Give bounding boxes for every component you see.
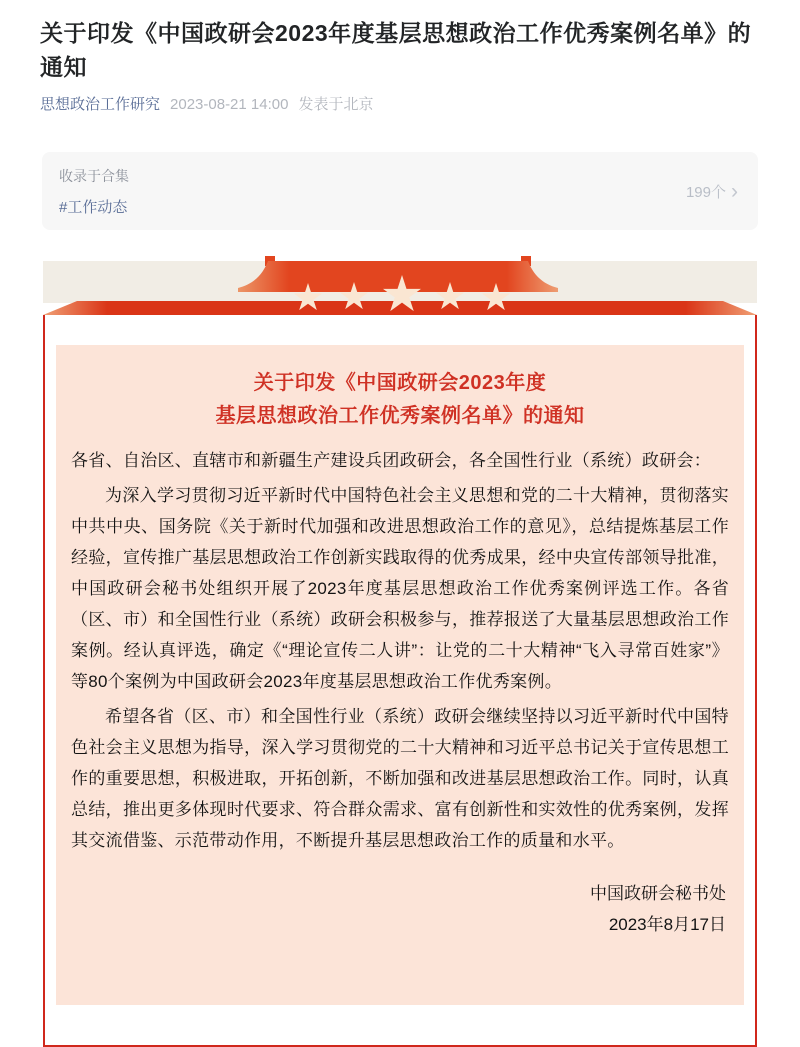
poster-header-graphic <box>43 256 757 315</box>
collection-card[interactable] <box>42 152 758 230</box>
notice-salutation: 各省、自治区、直辖市和新疆生产建设兵团政研会，各全国性行业（系统）政研会： <box>71 451 712 470</box>
notice-paragraph-2: 希望各省（区、市）和全国性行业（系统）政研会继续坚持以习近平新时代中国特色社会主义思想为指导，深入学习贯彻党的二十大精神和习近平总书记关于宣传思想工作的重要思想，积极进取，开拓创新，不断加强和改进基层思想政治工作。同时，认真总结，推出更多体现时代要求、符合群众需求、富有创新性和实效性的优秀案例，发挥其交流借鉴、示范带动作用，不断提升基层思想政治工作的质量和水平。 <box>71 707 729 850</box>
notice-pink-panel <box>56 345 744 1005</box>
article-title: 关于印发《中国政研会2023年度基层思想政治工作优秀案例名单》的通知 <box>40 20 752 80</box>
publish-location: 发表于北京 <box>298 96 374 113</box>
article-meta <box>40 95 760 115</box>
chevron-right-icon: › <box>731 179 738 203</box>
collection-count: 199个 <box>685 183 726 201</box>
notice-poster-image <box>43 256 757 1047</box>
article-page <box>0 16 800 1047</box>
notice-document-box <box>43 315 757 1047</box>
notice-title-line1: 关于印发《中国政研会2023年度 <box>253 372 547 394</box>
notice-title-line2: 基层思想政治工作优秀案例名单》的通知 <box>215 405 585 427</box>
notice-title <box>71 367 729 433</box>
collection-label: 收录于合集 <box>59 167 129 184</box>
notice-signer: 中国政研会秘书处 <box>590 884 726 903</box>
publish-datetime: 2023-08-21 14:00 <box>170 96 289 113</box>
collection-tag-link[interactable]: #工作动态 <box>59 198 128 216</box>
notice-paragraph-1: 为深入学习贯彻习近平新时代中国特色社会主义思想和党的二十大精神，贯彻落实中共中央、国务院《关于新时代加强和改进思想政治工作的意见》，总结提炼基层工作经验，宣传推广基层思想政治工作创新实践取得的优秀成果，经中央宣传部领导批准，中国政研会秘书处组织开展了2023年度基层思想政治工作优秀案例评选工作。各省（区、市）和全国性行业（系统）政研会积极参与，推荐报送了大量基层思想政治工作案例。经认真评选，确定《“理论宣传二人讲”：让党的二十大精神“飞入寻常百姓家”》等80个案例为中国政研会2023年度基层思想政治工作优秀案例。 <box>71 486 729 691</box>
collection-count-button[interactable] <box>686 181 738 202</box>
notice-date: 2023年8月17日 <box>608 915 726 934</box>
notice-signature-block <box>71 878 729 940</box>
collection-info <box>59 166 129 217</box>
account-name-link[interactable]: 思想政治工作研究 <box>40 96 161 113</box>
